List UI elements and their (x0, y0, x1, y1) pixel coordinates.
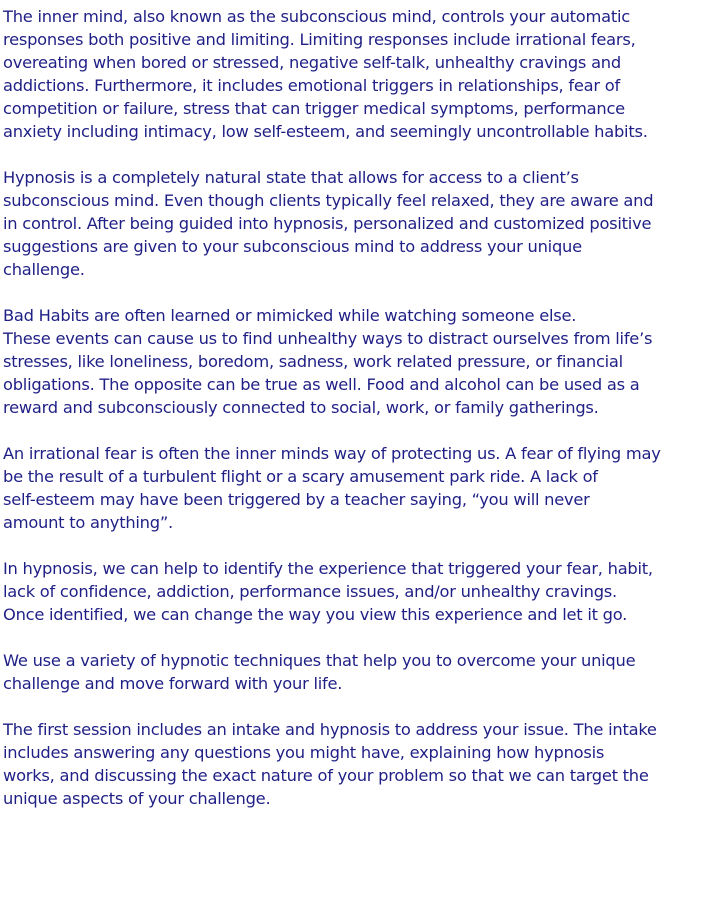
text-line: subconscious mind. Even though clients typically feel relaxed, they are aware and (3, 191, 654, 210)
text-line: competition or failure, stress that can trigger medical symptoms, performance (3, 99, 625, 118)
text-line: stresses, like loneliness, boredom, sadness, work related pressure, or financial (3, 352, 623, 371)
text-line: An irrational fear is often the inner minds way of protecting us. A fear of flying may (3, 444, 661, 463)
text-line: The first session includes an intake and hypnosis to address your issue. The intake (3, 720, 657, 739)
text-line: In hypnosis, we can help to identify the experience that triggered your fear, habit, (3, 559, 653, 578)
text-line: be the result of a turbulent flight or a scary amusement park ride. A lack of (3, 467, 598, 486)
paragraph-bad-habits (3, 304, 720, 419)
text-line: Bad Habits are often learned or mimicked while watching someone else. (3, 306, 577, 325)
text-line: responses both positive and limiting. Limiting responses include irrational fears, (3, 30, 636, 49)
text-line: Once identified, we can change the way you view this experience and let it go. (3, 605, 628, 624)
text-line: works, and discussing the exact nature of your problem so that we can target the (3, 766, 649, 785)
text-line: challenge and move forward with your life. (3, 674, 343, 693)
text-line: The inner mind, also known as the subconscious mind, controls your automatic (3, 7, 630, 26)
text-line: includes answering any questions you might have, explaining how hypnosis (3, 743, 605, 762)
text-line: suggestions are given to your subconscious mind to address your unique (3, 237, 582, 256)
text-line: obligations. The opposite can be true as well. Food and alcohol can be used as a (3, 375, 640, 394)
paragraph-inner-mind (3, 5, 720, 143)
paragraph-techniques (3, 649, 720, 695)
text-line: amount to anything”. (3, 513, 173, 532)
article-body (3, 5, 720, 833)
text-line: These events can cause us to find unhealthy ways to distract ourselves from life’s (3, 329, 653, 348)
text-line: We use a variety of hypnotic techniques that help you to overcome your unique (3, 651, 636, 670)
text-line: self-esteem may have been triggered by a teacher saying, “you will never (3, 490, 590, 509)
paragraph-hypnosis-state (3, 166, 720, 281)
paragraph-irrational-fear (3, 442, 720, 534)
text-line: anxiety including intimacy, low self-esteem, and seemingly uncontrollable habits. (3, 122, 648, 141)
text-line: overeating when bored or stressed, negative self-talk, unhealthy cravings and (3, 53, 621, 72)
text-line: lack of confidence, addiction, performance issues, and/or unhealthy cravings. (3, 582, 617, 601)
text-line: unique aspects of your challenge. (3, 789, 271, 808)
text-line: challenge. (3, 260, 85, 279)
text-line: reward and subconsciously connected to social, work, or family gatherings. (3, 398, 599, 417)
paragraph-first-session (3, 718, 720, 810)
text-line: in control. After being guided into hypnosis, personalized and customized positive (3, 214, 652, 233)
text-line: Hypnosis is a completely natural state that allows for access to a client’s (3, 168, 579, 187)
text-line: addictions. Furthermore, it includes emotional triggers in relationships, fear of (3, 76, 620, 95)
paragraph-identify-experience (3, 557, 720, 626)
